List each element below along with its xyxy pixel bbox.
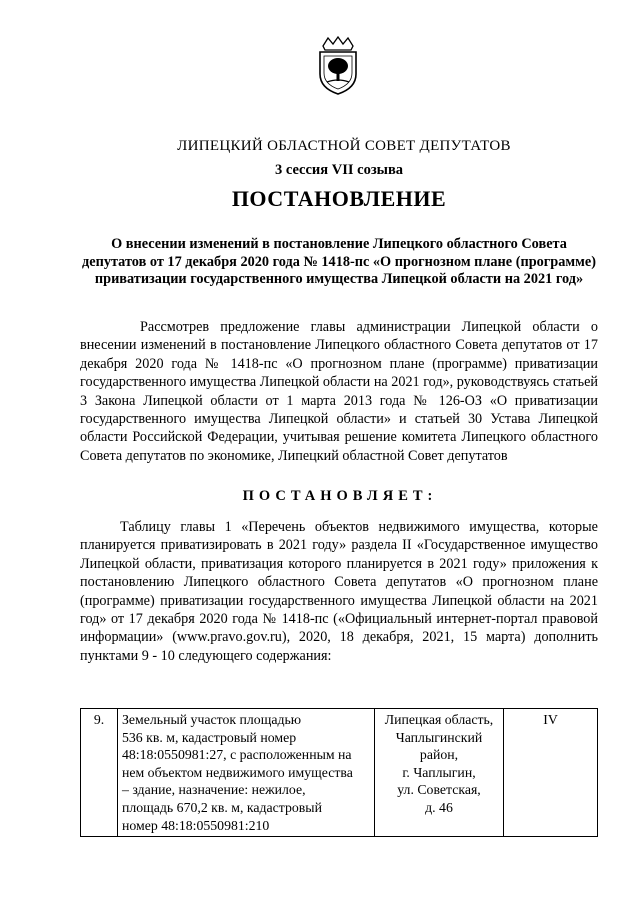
description-line: Земельный участок площадью [122, 712, 302, 727]
council-name: ЛИПЕЦКИЙ ОБЛАСТНОЙ СОВЕТ ДЕПУТАТОВ [177, 138, 511, 154]
description-line: 536 кв. м, кадастровый номер [122, 729, 297, 745]
address-line: Чаплыгинский [395, 729, 483, 745]
address-line: район, [419, 747, 459, 763]
description-line: – здание, назначение: нежилое, [122, 782, 306, 798]
table-row [81, 709, 598, 837]
row-number: 9. [81, 709, 118, 837]
address-line: ул. Советская, [397, 782, 481, 798]
property-address [375, 709, 504, 837]
document-subject: О внесении изменений в постановление Липецкого областного Совета депутатов от 17 декабря 2020 года № 1418-пс «О прогнозном плане (программе) приватизации государственного имущества Липецкой области на 2021 год» [82, 236, 596, 287]
address-line: г. Чаплыгин, [402, 764, 476, 780]
description-line: нем объектом недвижимого имущества [122, 764, 353, 780]
description-line: номер 48:18:0550981:210 [122, 817, 270, 833]
property-table [80, 708, 598, 837]
document-type: ПОСТАНОВЛЕНИЕ [231, 186, 447, 211]
preamble-paragraph: Рассмотрев предложение главы администрации Липецкой области о внесении изменений в постановление Липецкого областного Совета депутатов от 17 декабря 2020 года № 1418-пс «О прогнозном плане (программе) приватизации государственного имущества Липецкой области на 2021 год», руководствуясь статьей 3 Закона Липецкой области от 1 марта 2013 года № 126-ОЗ «О приватизации государственного имущества Липецкой области» и статьей 30 Устава Липецкой области Российской Федерации, учитывая решение комитета Липецкого областного Совета депутатов по экономике, Липецкий областной Совет депутатов [80, 319, 598, 464]
description-line: площадь 670,2 кв. м, кадастровый [122, 799, 322, 815]
body-paragraph: Таблицу главы 1 «Перечень объектов недвижимого имущества, которые планируется приватизировать в 2021 году» раздела II «Государственное имущество Липецкой области, приватизация которого планируется в 2021 году» приложения к постановлению Липецкого областного Совета депутатов «О прогнозном плане (программе) приватизации государственного имущества Липецкой области на 2021 год» от 17 декабря 2020 года № 1418-пс («Официальный интернет-портал правовой информации» (www.pravo.gov.ru), 2020, 18 декабря, 2021, 15 марта) дополнить пунктами 9 - 10 следующего содержания: [80, 519, 598, 664]
address-line: д. 46 [425, 799, 453, 815]
description-line: 48:18:0550981:27, с расположенным на [122, 747, 352, 763]
privatization-category: IV [504, 709, 598, 837]
resolves-heading: ПОСТАНОВЛЯЕТ: [242, 488, 438, 504]
session-label: 3 сессия VII созыва [274, 162, 404, 178]
coat-of-arms-icon [315, 36, 361, 96]
address-line: Липецкая область, [384, 712, 494, 727]
property-description [118, 709, 375, 837]
